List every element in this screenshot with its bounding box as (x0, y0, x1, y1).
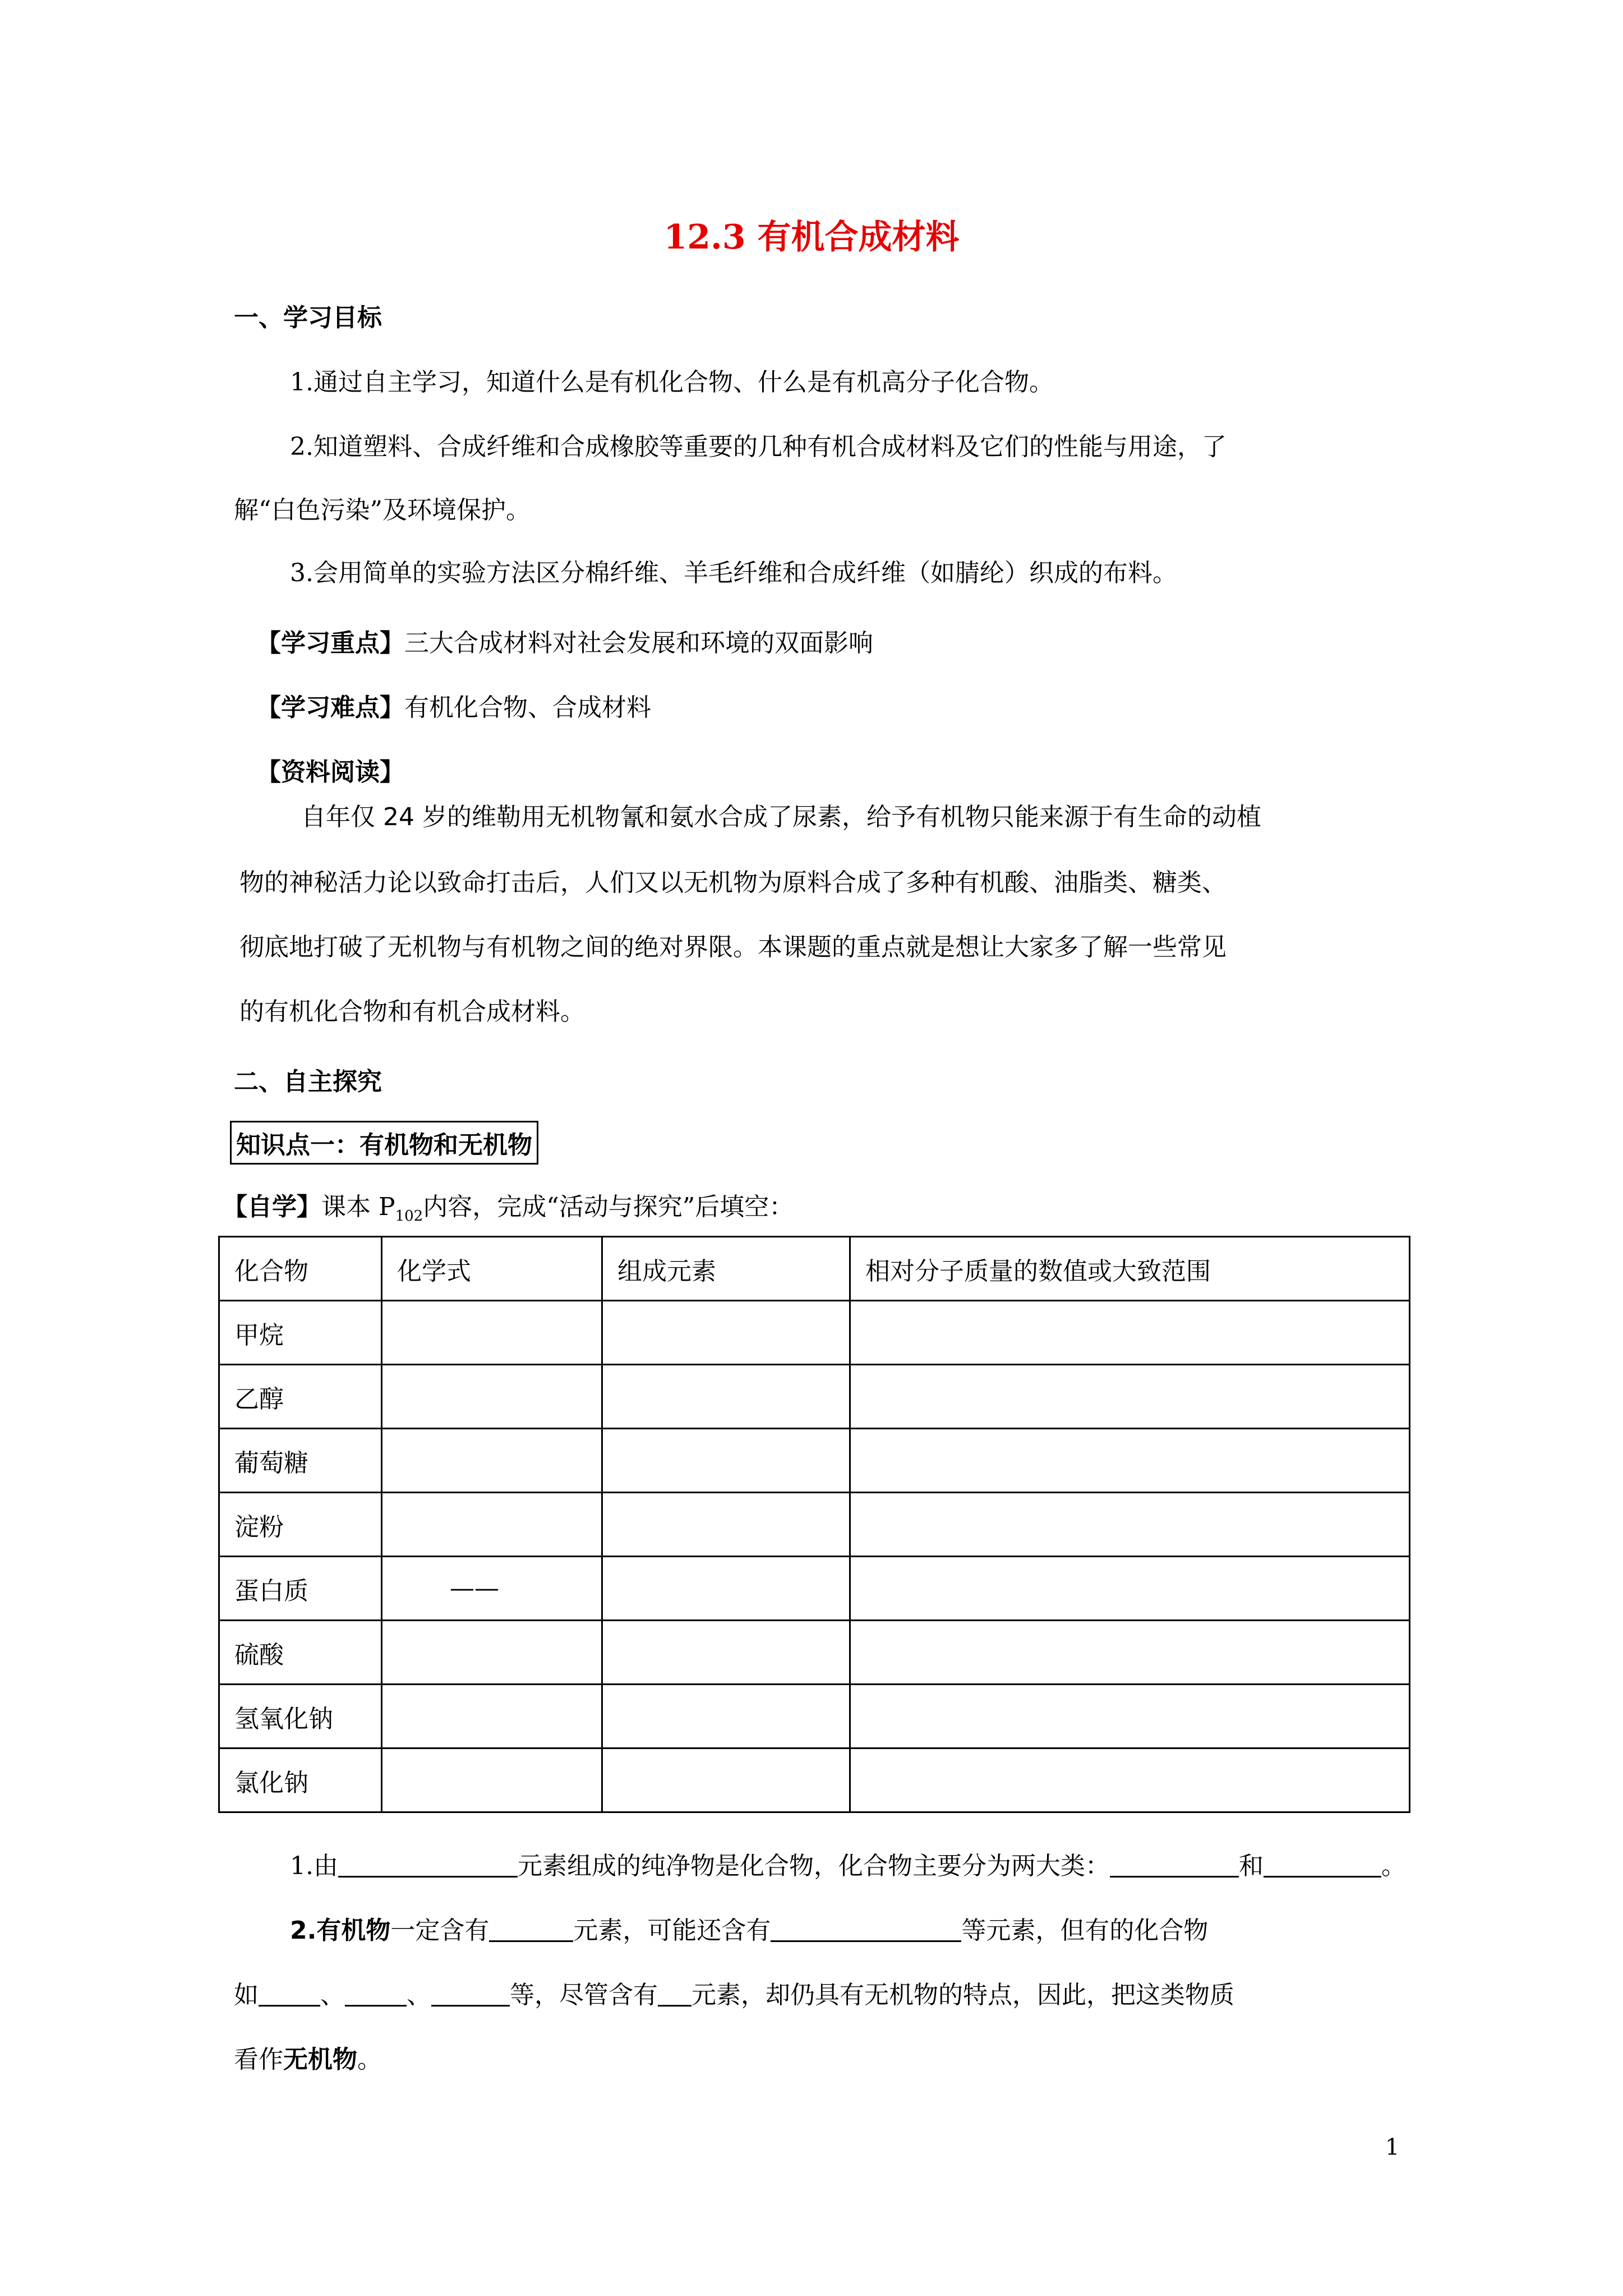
answer-blank[interactable] (259, 1982, 320, 2007)
table-cell (602, 1621, 850, 1685)
table-cell (602, 1365, 850, 1429)
table-cell (382, 1493, 602, 1557)
table-cell (850, 1301, 1410, 1365)
fill2-text-h: 等，尽管含有 (510, 1981, 658, 2009)
table-cell: —— (382, 1557, 602, 1621)
goal-2: 2.知道塑料、合成纤维和合成橡胶等重要的几种有机合成材料及它们的性能与用途，了 (290, 432, 1227, 461)
fill2-term-inorganic: 无机物 (283, 2045, 357, 2074)
table-cell: 氢氧化钠 (219, 1685, 382, 1749)
table-row (219, 1365, 1410, 1429)
section-heading-goals: 一、学习目标 (234, 303, 382, 332)
table-cell (850, 1365, 1410, 1429)
key-point-label: 【学习重点】 (256, 629, 404, 657)
answer-blank[interactable] (431, 1982, 510, 2007)
self-study-label: 【自学】 (223, 1193, 321, 1221)
table-cell (850, 1493, 1410, 1557)
answer-blank[interactable] (489, 1918, 573, 1942)
table-header: 相对分子质量的数值或大致范围 (850, 1237, 1410, 1301)
compound-table (218, 1236, 1410, 1813)
table-cell (602, 1493, 850, 1557)
key-point-text: 三大合成材料对社会发展和环境的双面影响 (404, 629, 873, 657)
table-row (219, 1493, 1410, 1557)
fill2-text-j: 看作 (234, 2045, 283, 2074)
goal-3: 3.会用简单的实验方法区分棉纤维、羊毛纤维和合成纤维（如腈纶）织成的布料。 (290, 559, 1177, 587)
table-row (219, 1621, 1410, 1685)
reading-line-3: 彻底地打破了无机物与有机物之间的绝对界限。本课题的重点就是想让大家多了解一些常见 (239, 933, 1227, 961)
fill2-text-f: 、 (320, 1981, 345, 2009)
table-header: 组成元素 (602, 1237, 850, 1301)
table-header: 化学式 (382, 1237, 602, 1301)
key-point (256, 623, 873, 659)
table-cell: 硫酸 (219, 1621, 382, 1685)
table-cell: 甲烷 (219, 1301, 382, 1365)
difficulty-label: 【学习难点】 (256, 693, 404, 722)
self-study-post: 内容，完成“活动与探究”后填空： (423, 1193, 794, 1221)
reading-line-2: 物的神秘活力论以致命打击后，人们又以无机物为原料合成了多种有机酸、油脂类、糖类、 (239, 868, 1227, 897)
fill-in-sentence-2-line-3 (234, 2039, 382, 2075)
table-cell: 淀粉 (219, 1493, 382, 1557)
difficulty (256, 687, 651, 723)
fill2-text-d: 等元素，但有的化合物 (961, 1916, 1209, 1945)
fill-in-sentence-1 (290, 1846, 1406, 1881)
table-row (219, 1301, 1410, 1365)
answer-blank[interactable] (1110, 1853, 1239, 1878)
answer-blank[interactable] (345, 1982, 407, 2007)
knowledge-point-box: 知识点一：有机物和无机物 (230, 1121, 538, 1165)
fill2-term: 2.有机物 (290, 1916, 391, 1945)
reading-line-1: 自年仅 24 岁的维勒用无机物氰和氨水合成了尿素，给予有机物只能来源于有生命的动植 (301, 803, 1261, 831)
answer-blank[interactable] (658, 1982, 691, 2007)
page-title: 12.3 有机合成材料 (663, 218, 960, 257)
fill2-text-e: 如 (234, 1981, 259, 2009)
table-cell (382, 1429, 602, 1493)
table-header-row (219, 1237, 1410, 1301)
fill1-text-a: 1.由 (290, 1852, 338, 1880)
fill-in-sentence-2-line-2 (234, 1975, 1234, 2010)
table-row (219, 1557, 1410, 1621)
fill1-text-b: 元素组成的纯净物是化合物，化合物主要分为两大类： (517, 1852, 1110, 1880)
fill2-text-b: 一定含有 (390, 1916, 490, 1945)
table-cell (602, 1749, 850, 1812)
table-cell (382, 1365, 602, 1429)
fill-in-sentence-2 (290, 1910, 1208, 1946)
answer-blank[interactable] (1264, 1853, 1381, 1878)
page-ref-subscript: 102 (395, 1208, 423, 1225)
table-cell (382, 1301, 602, 1365)
table-cell (850, 1557, 1410, 1621)
table-row (219, 1685, 1410, 1749)
table-cell (850, 1749, 1410, 1812)
table-cell (602, 1301, 850, 1365)
fill1-text-c: 和 (1238, 1852, 1264, 1880)
table-cell: 葡萄糖 (219, 1429, 382, 1493)
fill2-text-c: 元素，可能还含有 (573, 1916, 771, 1945)
table-row (219, 1749, 1410, 1812)
table-cell (850, 1621, 1410, 1685)
reading-line-4: 的有机化合物和有机合成材料。 (239, 997, 585, 1026)
difficulty-text: 有机化合物、合成材料 (404, 693, 651, 722)
table-cell: 氯化钠 (219, 1749, 382, 1812)
table-cell (602, 1685, 850, 1749)
table-cell (602, 1557, 850, 1621)
self-study-pre: 课本 P (321, 1193, 395, 1221)
fill1-text-d: 。 (1381, 1852, 1406, 1880)
fill2-text-l: 。 (357, 2045, 382, 2074)
table-cell (850, 1685, 1410, 1749)
reading-label: 【资料阅读】 (256, 758, 404, 786)
table-cell: 乙醇 (219, 1365, 382, 1429)
table-cell (382, 1621, 602, 1685)
answer-blank[interactable] (771, 1918, 961, 1942)
fill2-text-g: 、 (407, 1981, 431, 2009)
goal-2-continued: 解“白色污染”及环境保护。 (234, 496, 531, 524)
table-cell (850, 1429, 1410, 1493)
self-study-line (223, 1186, 794, 1225)
table-cell (602, 1429, 850, 1493)
table-cell (382, 1685, 602, 1749)
page-number: 1 (1385, 2134, 1400, 2160)
goal-1: 1.通过自主学习，知道什么是有机化合物、什么是有机高分子化合物。 (290, 368, 1054, 397)
fill2-text-i: 元素，却仍具有无机物的特点，因此，把这类物质 (691, 1981, 1234, 2009)
answer-blank[interactable] (338, 1853, 518, 1878)
table-header: 化合物 (219, 1237, 382, 1301)
table-cell (382, 1749, 602, 1812)
table-cell: 蛋白质 (219, 1557, 382, 1621)
section-heading-explore: 二、自主探究 (234, 1068, 382, 1096)
table-row (219, 1429, 1410, 1493)
